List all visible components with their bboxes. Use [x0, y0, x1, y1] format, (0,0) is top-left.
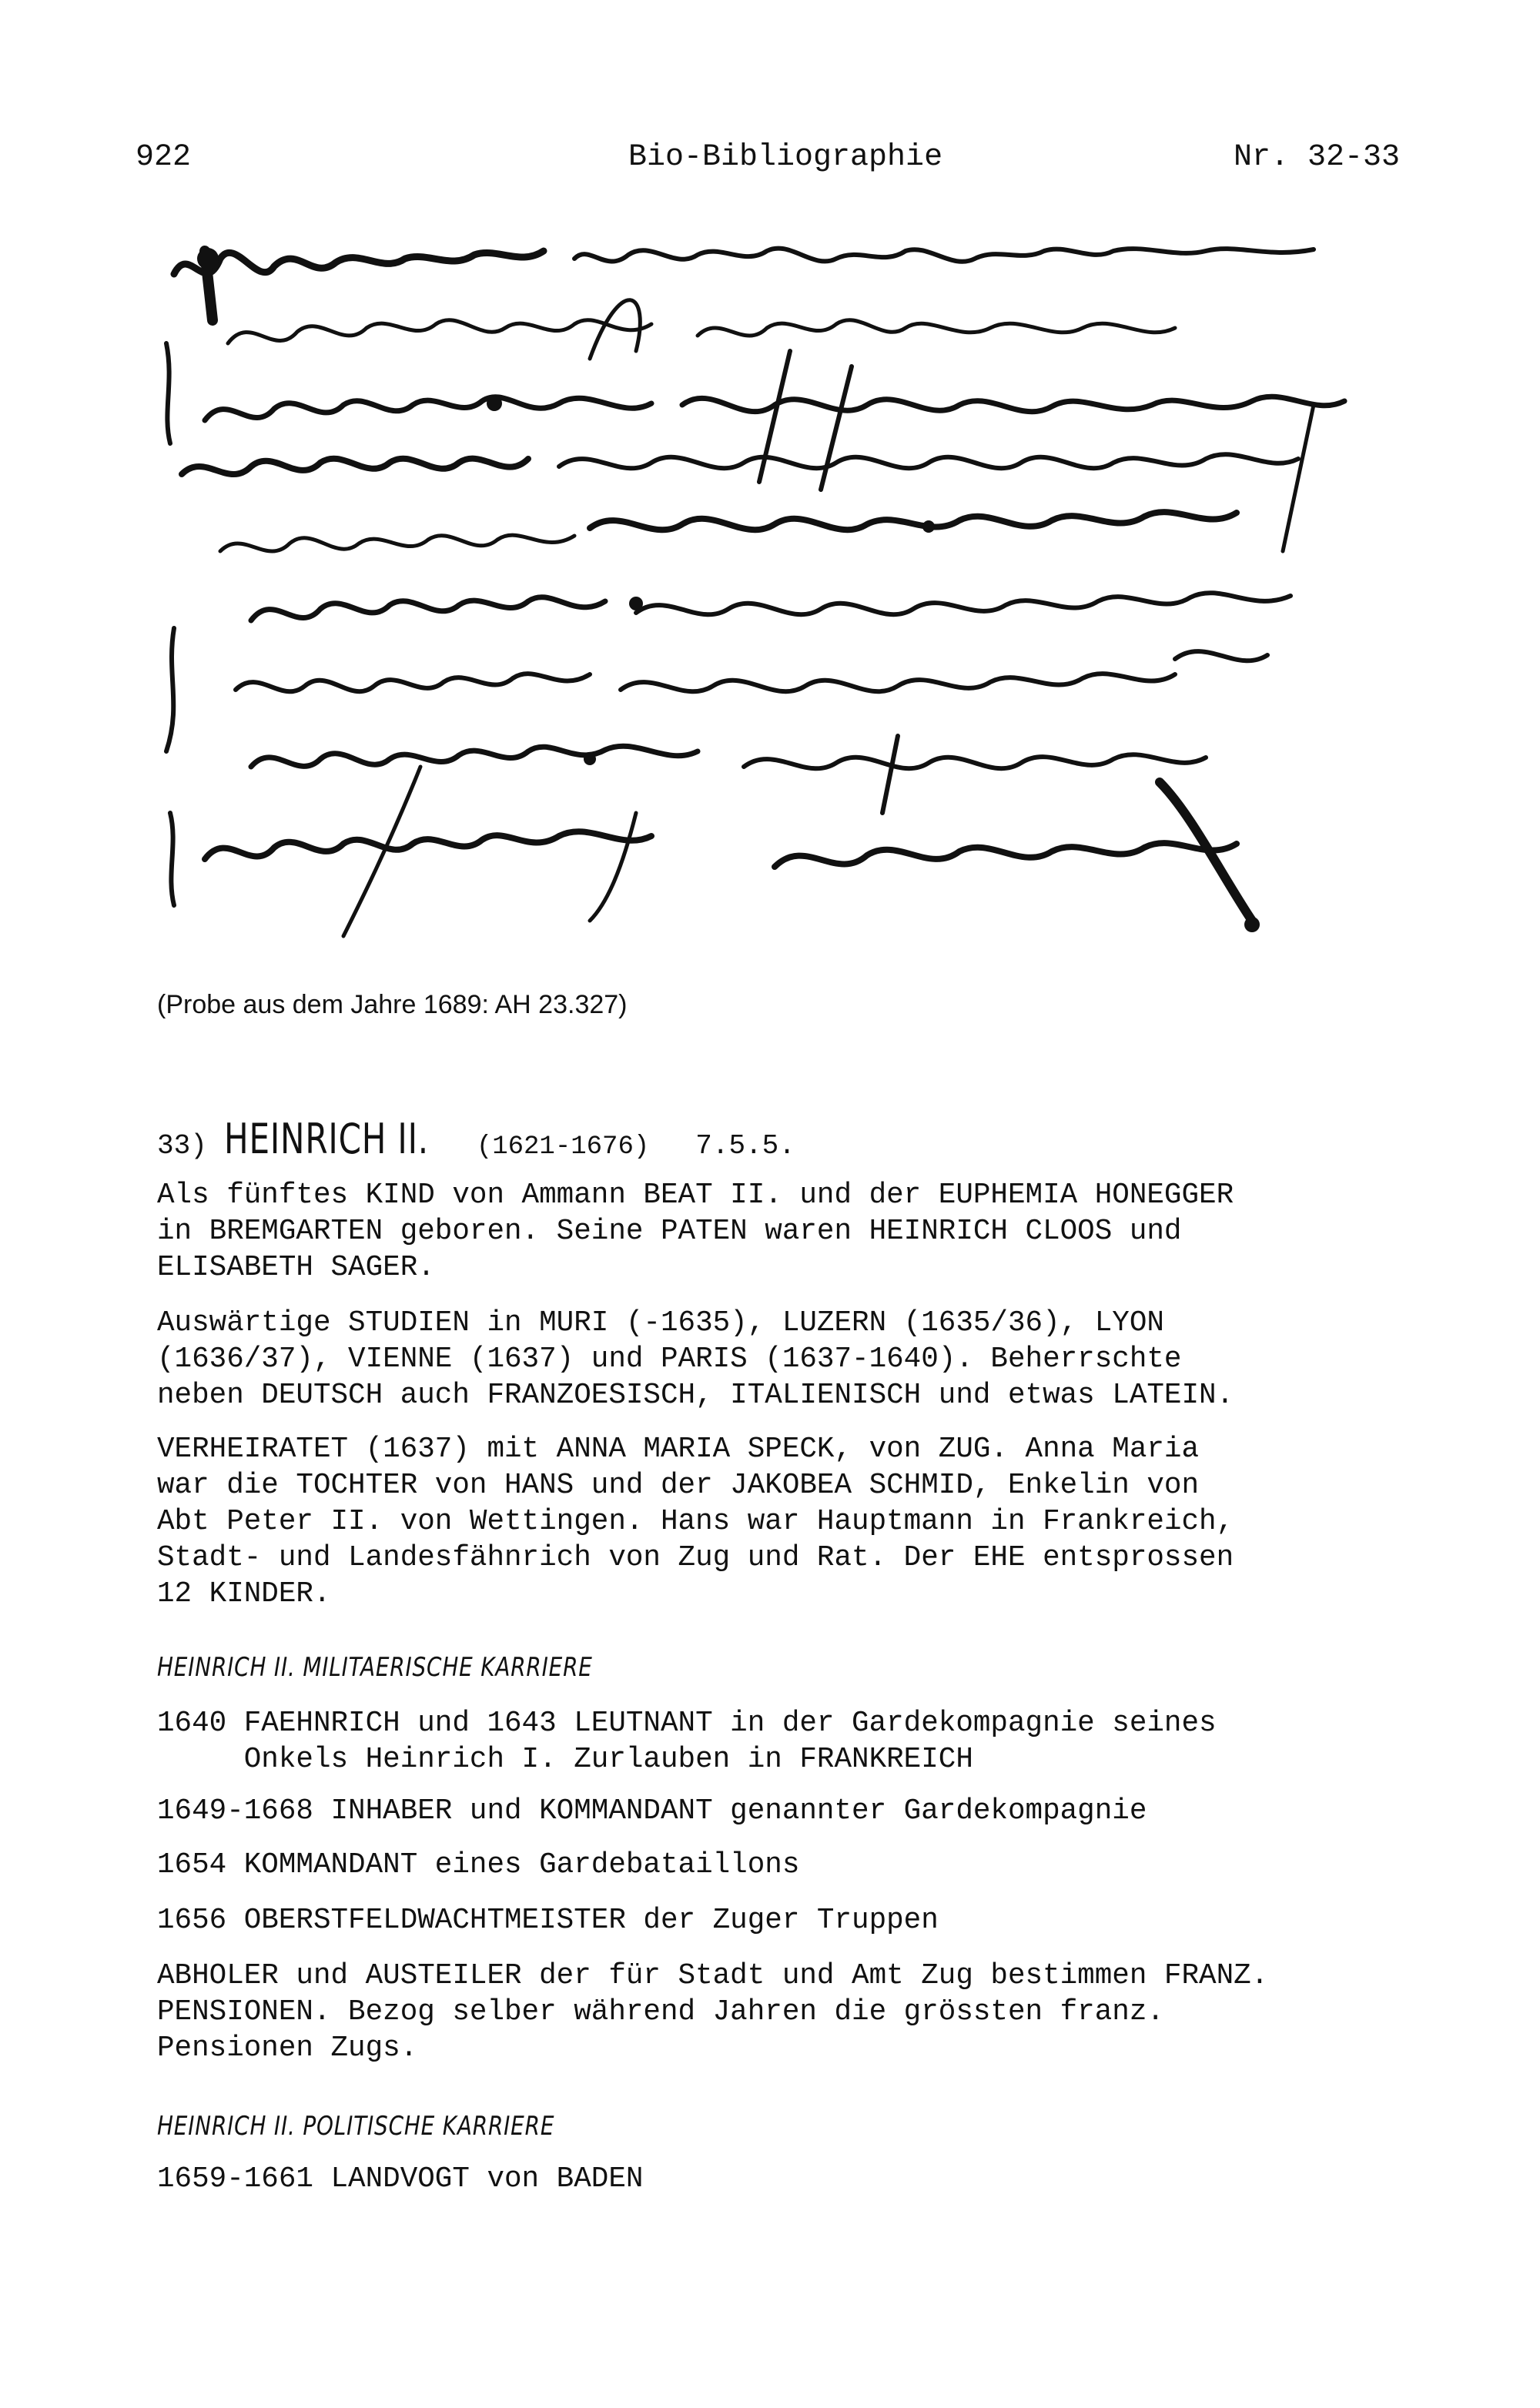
- entry-years: (1621-1676): [476, 1132, 650, 1162]
- military-heading: HEINRICH II. MILITAERISCHE KARRIERE: [157, 1652, 593, 1683]
- running-title: Bio-Bibliographie: [628, 140, 943, 175]
- figure-caption: (Probe aus dem Jahre 1689: AH 23.327): [157, 990, 628, 1019]
- paragraph-studies: Auswärtige STUDIEN in MURI (-1635), LUZERN (1635/36), LYON (1636/37), VIENNE (1637) und PARIS (1637-1640). Beherrschte neben DEUTSCH auch FRANZOESISCH, ITALIENISCH und etwas LATEIN.: [157, 1307, 1234, 1412]
- military-item: 1640 FAEHNRICH und 1643 LEUTNANT in der Gardekompagnie seines Onkels Heinrich I. Zurlauben in FRANKREICH: [157, 1707, 1217, 1776]
- pension-note: ABHOLER und AUSTEILER der für Stadt und Amt Zug bestimmen FRANZ. PENSIONEN. Bezog selber während Jahren die grössten franz. Pensionen Zugs.: [157, 1960, 1269, 2065]
- page-number: 922: [136, 140, 192, 175]
- paragraph-birth: Als fünftes KIND von Ammann BEAT II. und der EUPHEMIA HONEGGER in BREMGARTEN geboren. Seine PATEN waren HEINRICH CLOOS und ELISABETH SAGER.: [157, 1179, 1234, 1284]
- military-item: 1656 OBERSTFELDWACHTMEISTER der Zuger Truppen: [157, 1905, 939, 1937]
- entry-name: HEINRICH II.: [223, 1115, 429, 1163]
- political-item: 1659-1661 LANDVOGT von BADEN: [157, 2163, 644, 2196]
- entry-code: 7.5.5.: [695, 1130, 795, 1162]
- entry-number: 33): [157, 1130, 207, 1162]
- political-heading: HEINRICH II. POLITISCHE KARRIERE: [157, 2111, 555, 2142]
- section-reference: Nr. 32-33: [1234, 140, 1401, 175]
- entry-heading: [157, 1115, 795, 1163]
- paragraph-marriage: VERHEIRATET (1637) mit ANNA MARIA SPECK, von ZUG. Anna Maria war die TOCHTER von HANS und der JAKOBEA SCHMID, Enkelin von Abt Peter II. von Wettingen. Hans war Hauptmann in Frankreich, Stadt- und Landesfähnrich von Zug und Rat. Der EHE entsprossen 12 KINDER.: [157, 1433, 1234, 1610]
- handwriting-sample-image: [159, 228, 1360, 967]
- military-item: 1654 KOMMANDANT eines Gardebataillons: [157, 1849, 800, 1881]
- military-item: 1649-1668 INHABER und KOMMANDANT genannter Gardekompagnie: [157, 1795, 1147, 1828]
